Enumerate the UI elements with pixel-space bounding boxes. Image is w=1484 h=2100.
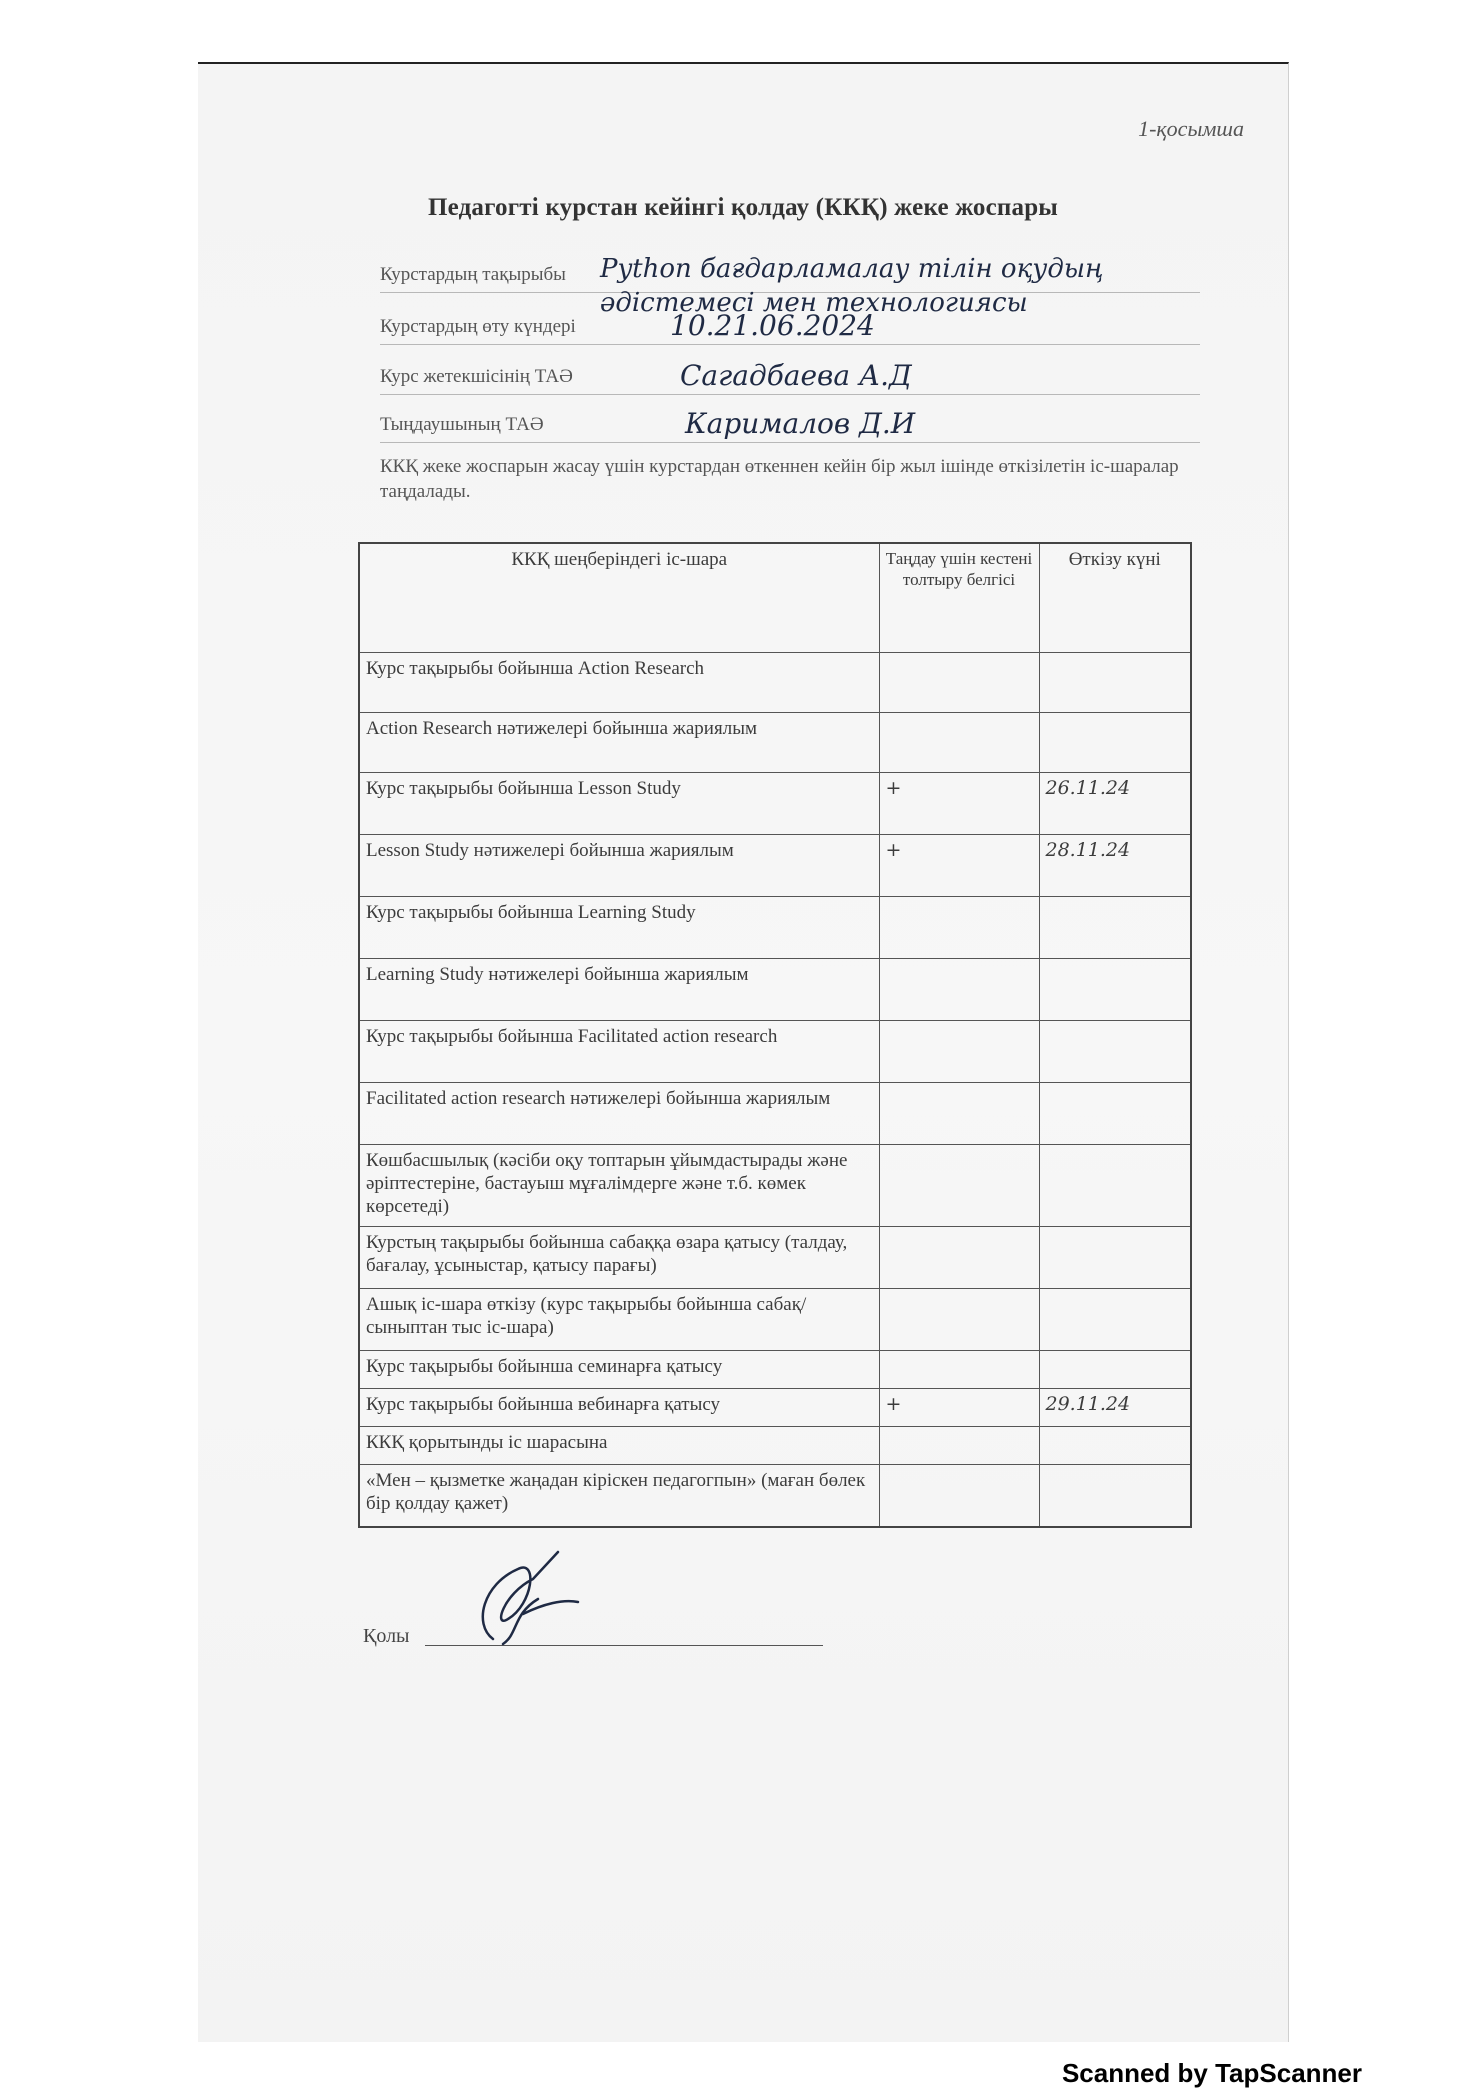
coordinator-value: Сагадбаева А.Д: [680, 359, 912, 392]
scanned-page: [198, 62, 1289, 2042]
table-row: [359, 1465, 1191, 1527]
table-header-row: [359, 543, 1191, 653]
table-row: [359, 773, 1191, 835]
participant-value: Карималов Д.И: [685, 407, 916, 440]
date-cell: [1039, 1465, 1191, 1527]
activity-cell: Курс тақырыбы бойынша Action Research: [359, 653, 879, 713]
date-cell: [1039, 959, 1191, 1021]
document-title: Педагогті курстан кейінгі қолдау (ККҚ) жеке жоспары: [427, 194, 1059, 221]
date-cell: [1039, 713, 1191, 773]
selection-mark-cell: [879, 653, 1039, 713]
scanner-watermark: Scanned by TapScanner: [1061, 2058, 1362, 2088]
appendix-label: 1-қосымша: [1138, 116, 1244, 141]
activity-cell: Курстың тақырыбы бойынша сабаққа өзара қатысу (талдау, бағалау, ұсыныстар, қатысу парағы): [359, 1227, 879, 1289]
handwritten-signature: [463, 1544, 583, 1654]
selection-mark-cell: [879, 1145, 1039, 1227]
selection-mark-cell: +: [879, 1389, 1039, 1427]
coordinator-label: Курс жетекшісінің ТАӘ: [380, 366, 573, 387]
table-row: [359, 1289, 1191, 1351]
course-topic-label: Курстардың тақырыбы: [380, 264, 566, 285]
date-cell: 26.11.24: [1039, 773, 1191, 835]
table-row: [359, 959, 1191, 1021]
table-row: [359, 897, 1191, 959]
activity-plan-table: [358, 542, 1192, 1528]
selection-mark-cell: +: [879, 835, 1039, 897]
header-date: Өткізу күні: [1039, 543, 1191, 653]
header-selection: Таңдау үшін кестені толтыру белгісі: [879, 543, 1039, 653]
table-row: [359, 835, 1191, 897]
selection-mark-cell: [879, 1083, 1039, 1145]
signature-row: [363, 1592, 823, 1652]
date-cell: [1039, 1289, 1191, 1351]
activity-cell: Курс тақырыбы бойынша Learning Study: [359, 897, 879, 959]
table-row: [359, 1227, 1191, 1289]
date-cell: 28.11.24: [1039, 835, 1191, 897]
selection-mark-cell: [879, 1227, 1039, 1289]
participant-field: [380, 402, 1200, 443]
course-dates-field: [380, 304, 1200, 345]
activity-cell: Курс тақырыбы бойынша Lesson Study: [359, 773, 879, 835]
table-row: [359, 1145, 1191, 1227]
table-row: [359, 1427, 1191, 1465]
activity-cell: ККҚ қорытынды іс шарасына: [359, 1427, 879, 1465]
signature-label: Қолы: [363, 1625, 410, 1647]
selection-mark-cell: [879, 897, 1039, 959]
date-cell: [1039, 1021, 1191, 1083]
table-row: [359, 1351, 1191, 1389]
activity-cell: Facilitated action research нәтижелері бойынша жариялым: [359, 1083, 879, 1145]
selection-mark-cell: [879, 959, 1039, 1021]
table-row: [359, 713, 1191, 773]
activity-cell: Курс тақырыбы бойынша семинарға қатысу: [359, 1351, 879, 1389]
activity-cell: Курс тақырыбы бойынша Facilitated action research: [359, 1021, 879, 1083]
selection-mark-cell: [879, 713, 1039, 773]
date-cell: [1039, 1427, 1191, 1465]
table-row: [359, 1021, 1191, 1083]
coordinator-field: [380, 354, 1200, 395]
activity-cell: Көшбасшылық (кәсіби оқу топтарын ұйымдастырады және әріптестеріне, бастауыш мұғалімдерге және т.б. көмек көрсетеді): [359, 1145, 879, 1227]
instruction-note: ККҚ жеке жоспарын жасау үшін курстардан өткеннен кейін бір жыл ішінде өткізілетін іс-шаралар таңдалады.: [380, 456, 1179, 502]
activity-cell: Action Research нәтижелері бойынша жариялым: [359, 713, 879, 773]
selection-mark-cell: [879, 1351, 1039, 1389]
selection-mark-cell: [879, 1427, 1039, 1465]
activity-cell: Learning Study нәтижелері бойынша жариялым: [359, 959, 879, 1021]
date-cell: [1039, 1227, 1191, 1289]
date-cell: [1039, 1145, 1191, 1227]
activity-cell: Ашық іс-шара өткізу (курс тақырыбы бойынша сабақ/сыныптан тыс іс-шара): [359, 1289, 879, 1351]
activity-cell: Lesson Study нәтижелері бойынша жариялым: [359, 835, 879, 897]
date-cell: [1039, 1083, 1191, 1145]
table-row: [359, 653, 1191, 713]
date-cell: [1039, 1351, 1191, 1389]
activity-cell: «Мен – қызметке жаңадан кіріскен педагогпын» (маған бөлек бір қолдау қажет): [359, 1465, 879, 1527]
header-activity: ККҚ шеңберіндегі іс-шара: [359, 543, 879, 653]
activity-cell: Курс тақырыбы бойынша вебинарға қатысу: [359, 1389, 879, 1427]
course-topic-value: Python бағдарламалау тілін оқудың әдістемесі мен технологиясы: [600, 254, 1104, 318]
selection-mark-cell: [879, 1465, 1039, 1527]
date-cell: [1039, 897, 1191, 959]
selection-mark-cell: +: [879, 773, 1039, 835]
course-dates-value: 10.21.06.2024: [670, 309, 875, 342]
course-dates-label: Курстардың өту күндері: [380, 316, 576, 337]
table-row: [359, 1083, 1191, 1145]
date-cell: [1039, 653, 1191, 713]
selection-mark-cell: [879, 1289, 1039, 1351]
table-row: [359, 1389, 1191, 1427]
selection-mark-cell: [879, 1021, 1039, 1083]
participant-label: Тыңдаушының ТАӘ: [380, 414, 544, 435]
date-cell: 29.11.24: [1039, 1389, 1191, 1427]
